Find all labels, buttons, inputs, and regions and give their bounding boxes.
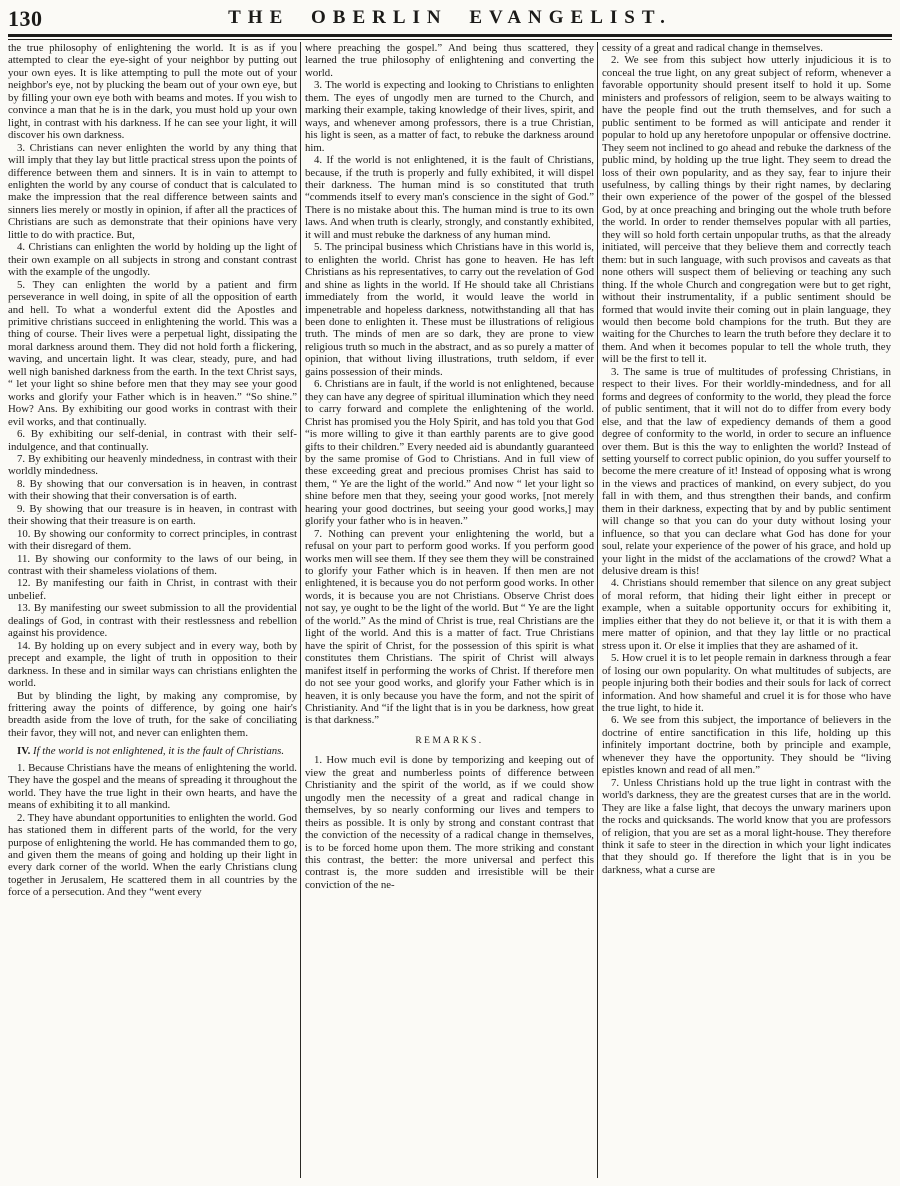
paragraph: where preaching the gospel.” And being thus scattered, they learned the true philosophy of enlightening and converting the world. bbox=[305, 42, 594, 79]
paragraph: 4. Christians should remember that silence on any great subject of moral reform, that hiding their light either in precept or example, when a suitable opportunity occurs for exhibiting it, implies either that they do not believe it, or that it is with them a mere matter of opinion, and that they lay little or no practical stress upon it. Or else it implies that they are ashamed of it. bbox=[602, 577, 891, 652]
paragraph: But by blinding the light, by making any compromise, by frittering away the points of difference, by going one hair's breadth aside from the love of truth, for the sake of conciliating their favor, they will not, and never can enlighten them. bbox=[8, 689, 297, 739]
column-2 bbox=[305, 42, 594, 1178]
section-heading-number: IV. bbox=[17, 745, 31, 758]
paragraph: 11. By showing our conformity to the laws of our being, in contrast with their shameless violations of them. bbox=[8, 552, 297, 578]
paragraph: 6. Christians are in fault, if the world is not enlightened, because they can have any degree of spiritual illumination which they need to carry forward and complete the enlightening of the world. Christ has promised you the Holy Spirit, and has told you that God “is more willing to give it than earthly parents are to give good gifts to their children.” Every needed aid is abundantly guaranteed by the same promise of God to Christians. And in full view of these exceeding great and precious promises Christ has said to them, “ Ye are the light of the world.” And now “ let your light so shine before men that they, seeing your good works, [not merely hearing your good doctrines, but seeing your good works,] may glorify your father who is in heaven.” bbox=[305, 378, 594, 528]
paragraph: 8. By showing that our conversation is in heaven, in contrast with their showing that their conversation is of earth. bbox=[8, 477, 297, 503]
paragraph: 10. By showing our conformity to correct principles, in contrast with their disregard of them. bbox=[8, 527, 297, 553]
remarks-heading: REMARKS. bbox=[415, 735, 484, 746]
paragraph: 1. How much evil is done by temporizing and keeping out of view the great and numberless points of difference between Christianity and the spirit of the world, as if we could show ungodly men the necessity of a great and radical change in themselves, by so nearly conforming our lives and tempers to theirs as possible. It is only by strong and constant contrast that the conviction of the necessity of a radical change in themselves, is to be forced home upon them. The more striking and constant this contrast, the better: the more universal and perfect this contrast is, the more sudden and irresistible will be their conviction of the ne- bbox=[305, 754, 594, 891]
paragraph: 2. We see from this subject how utterly injudicious it is to conceal the true light, on any great subject of reform, whenever a favorable opportunity should present itself to hold it up. Some ministers and professors of religion, seem to be always waiting to have the people find out the truth themselves, and for such a public sentiment to be formed as will anticipate and render it popular to hold up any heretofore unpopular or offensive doctrine. They seem not inclined to go ahead and rebuke the darkness of the public mind, by holding up the true light. They seem to dread the loss of their own popularity, and as they say, fear to injure their usefulness, by calling things by their right names, by declaring their own experience of the power of the gospel of the blessed God, by at once preaching and bringing out the whole truth before the world. In order to render themselves popular with all parties, they will so hold forth certain unpopular truths, as that the already initiated, will perceive that they believe them and correctly teach them: but in such language, with such provisos and caveats as that none others will suspect them of believing or teaching any such thing. If the whole Church and congregation were but to get right, without their instrumentality, if a public sentiment should be formed that would invite their coming out in plain language, they would then become bold champions for the truth. But they are waiting for the Churches to learn the truth before they declare it to them. And when it becomes popular to tell the whole truth, they will be the first to tell it. bbox=[602, 54, 891, 366]
paragraph: 6. By exhibiting our self-denial, in contrast with their self-indulgence, and that continually. bbox=[8, 428, 297, 453]
page-header bbox=[8, 6, 892, 32]
page-number: 130 bbox=[8, 6, 43, 31]
paragraph: 5. How cruel it is to let people remain in darkness through a fear of losing our own popularity. On what multitudes of subjects, are people injuring both their bodies and their souls for lack of correct information. And how shameful and cruel it is for those who have the true light, to hide it. bbox=[602, 652, 891, 715]
paragraph: 3. The world is expecting and looking to Christians to enlighten them. The eyes of ungodly men are turned to the Church, and marking their example, taking knowledge of their lives, spirit, and ways, and whenever among professors, there is a true Christian, his light is seen, as a matter of fact, to rebuke the darkness around him. bbox=[305, 79, 594, 154]
paragraph: 7. By exhibiting our heavenly mindedness, in contrast with their worldly mindedness. bbox=[8, 452, 297, 478]
paragraph: 4. If the world is not enlightened, it is the fault of Christians, because, if the truth is properly and fully exhibited, it will dispel their darkness. The human mind is so constituted that truth “commends itself to every man's conscience in the sight of God.” There is no mistake about this. The human mind is true to its own laws. And when truth is clearly, strongly, and constantly exhibited, it will and must rebuke the darkness of any human mind. bbox=[305, 154, 594, 241]
masthead-title: THE OBERLIN EVANGELIST. bbox=[228, 7, 672, 28]
paragraph: 2. They have abundant opportunities to enlighten the world. God has stationed them in different parts of the world, for the very purpose of enlightening the world. He has commanded them to go, and given them the means of going and holding up their light in every dark corner of the world. When the early Christians clung together in Jerusalem, He scattered them in all countries by the force of a persecution. And they “went every bbox=[8, 811, 297, 899]
header-rule-thin bbox=[8, 39, 892, 40]
column-divider bbox=[300, 42, 301, 1178]
paragraph: the true philosophy of enlightening the world. It is as if you attempted to clear the eye-sight of your neighbor by putting out your own eyes. It is like attempting to pull the mote out of your neighbor's eye, not by plucking the beam out of your own eye, but by filling your own eye both with beams and motes. If you wish to convince a man that he is in the dark, you must hold up your own light, in contrast with his darkness. If he can see your light, it will discover his own darkness. bbox=[8, 42, 297, 142]
paragraph: 3. Christians can never enlighten the world by any thing that will imply that they lay but little practical stress upon the points of difference between them and sinners. It is in vain to attempt to enlighten the world by any course of conduct that is calculated to make the impression that the real difference between saints and sinners lies merely or mostly in opinion, if after all the practices of Christians are such as demonstrate that their opinions have very little to do with practice. But, bbox=[8, 141, 297, 241]
paragraph: 3. The same is true of multitudes of professing Christians, in respect to their lives. For their worldly-mindedness, and for all forms and degrees of conformity to the world, they plead the force of public sentiment, that it will not do to differ from every body else, and that the law of expediency demands of them a good degree of conformity to the world, in order to secure an influence over them. But is this the way to enlighten the world? Instead of setting yourself to correct public opinion, do you suffer yourself to become the mere creature of it! Instead of opposing what is wrong in the views and practices of mankind, on every subject, do you fall in with them, and thus strengthen their bands, and confirm them in their darkness, expecting that by and by public sentiment will change so that you can do your duty without losing your influence, so that you can declare what God has done for your soul, relate your experience of the power of his grace, and hold up your light in the midst of the acclamations of the crowd? What a delusive dream is this! bbox=[602, 365, 891, 578]
paragraph: 7. Nothing can prevent your enlightening the world, but a refusal on your part to perform good works. If you perform good works men will see them. If they see them they will be constrained to glorify your Father which is in heaven. If then men are not enlightened, it is because you do not perform good works. In other words, it is because you are not Christians. Observe Christ does not say, ye ought to be the light of the world. But “ Ye are the light of the world.” As the mind of Christ is true, real Christians are the light of the world. And this is a matter of fact. True Christians have the spirit of Christ, for the possession of this spirit is what constitutes them Christians. The spirit of Christ will always manifest itself in performing the works of Christ. If therefore men do not see your good works, and glorify your Father which is in heaven, it is only because you have the form, and not the spirit of Christianity. And “if the light that is in you be darkness, how great is that darkness.” bbox=[305, 527, 594, 727]
paragraph: 5. The principal business which Christians have in this world is, to enlighten the world. Christ has gone to heaven. He has left Christians as his representatives, to carry out the revelation of God and shine as lights in the world. If He should take all Christians immediately from the world, it would leave the world in impenetrable and hopeless darkness, notwithstanding all that has been done to enlighten it. These must be illustrations of religious truth. The minds of men are so dark, they are prone to view religious truth so much in the abstract, and as so purely a matter of opinion, that without living illustrations, truth seldom, if ever gains possession of their minds. bbox=[305, 241, 594, 378]
paragraph: 7. Unless Christians hold up the true light in contrast with the world's darkness, they are the greatest curses that are in the world. They are like a false light, that decoys the unwary mariners upon the rocks and quicksands. The world know that you are professors of religion, that you are set as a moral light-house. They therefore think it safe to steer in the direction in which your light indicates that they should go. If therefore the light that is in you be darkness, what a curse are bbox=[602, 776, 891, 876]
paragraph: cessity of a great and radical change in themselves. bbox=[602, 42, 823, 54]
column-3 bbox=[602, 42, 891, 1178]
paragraph: 4. Christians can enlighten the world by holding up the light of their own example on all subjects in strong and constant contrast with the example of the ungodly. bbox=[8, 241, 297, 279]
section-heading bbox=[8, 745, 297, 757]
column-1 bbox=[8, 42, 297, 1178]
paragraph: 14. By holding up on every subject and in every way, both by precept and example, the light of truth in opposition to their darkness. In these and in similar ways can christians enlighten the world. bbox=[8, 639, 297, 690]
header-rule-thick bbox=[8, 34, 892, 37]
paragraph: 1. Because Christians have the means of enlightening the world. They have the gospel and the means of spreading it throughout the world. They have the true light in their own hearts, and have the means of exhibiting it to all mankind. bbox=[8, 761, 297, 812]
section-heading-text: If the world is not enlightened, it is the fault of Christians. bbox=[33, 745, 285, 758]
paragraph: 9. By showing that our treasure is in heaven, in contrast with their showing that their treasure is on earth. bbox=[8, 502, 297, 528]
paragraph: 5. They can enlighten the world by a patient and firm perseverance in well doing, in spite of all the opposition of earth and hell. To what a wonderful extent did the Apostles and primitive christians succeed in enlightening the world. This was a thing of course. Their lives were a perpetual light, dissipating the moral darkness around them. They did not hold forth a flickering, waving, and uncertain light. It was clear, steady, pure, and had well nigh banished darkness from the earth. In the text Christ says, “ let your light so shine before men that they may see your good works and glorify your Father which is in heaven.” “So shine.” How? Ans. By exhibiting our good works in contrast with their evil works, and that continually. bbox=[8, 278, 297, 428]
paragraph: 13. By manifesting our sweet submission to all the providential dealings of God, in contrast with their restlessness and rebellion against his providence. bbox=[8, 602, 297, 640]
paragraph: 12. By manifesting our faith in Christ, in contrast with their unbelief. bbox=[8, 577, 297, 602]
paragraph: 6. We see from this subject, the importance of believers in the doctrine of entire sanctification in this life, holding up this infinitely important doctrine, both by principle and example, whenever they have the opportunity. They should be “living epistles known and read of all men.” bbox=[602, 714, 891, 777]
column-divider bbox=[597, 42, 598, 1178]
